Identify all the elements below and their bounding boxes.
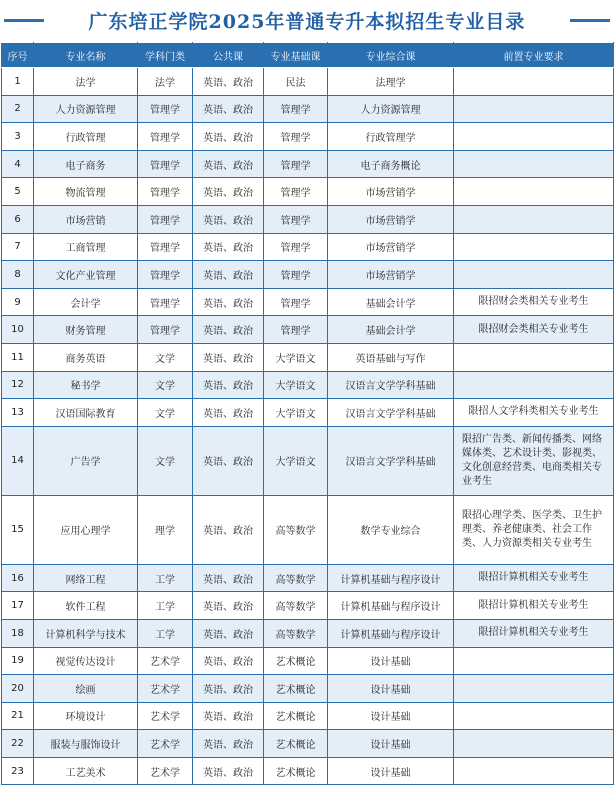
cell-major: 计算机科学与技术: [34, 619, 138, 647]
cell-category: 艺术学: [138, 675, 193, 703]
table-row: [2, 178, 614, 206]
cell-basic: 艺术概论: [264, 647, 328, 675]
cell-public: 英语、政治: [193, 730, 264, 758]
page-title: 广东培正学院2025年普通专升本拟招生专业目录: [88, 10, 526, 33]
cell-major: 汉语国际教育: [34, 399, 138, 427]
major-catalog-table: [1, 42, 614, 785]
cell-requirement: [454, 261, 614, 289]
cell-basic: 艺术概论: [264, 675, 328, 703]
cell-category: 管理学: [138, 288, 193, 316]
cell-comprehensive: 设计基础: [328, 757, 454, 785]
cell-requirement: 限招广告类、新闻传播类、网络媒体类、艺术设计类、影视类、文化创意经营类、电商类相关专业考生: [454, 426, 614, 495]
cell-requirement: 限招财会类相关专业考生: [454, 288, 614, 316]
cell-category: 文学: [138, 343, 193, 371]
table-row: [2, 95, 614, 123]
cell-public: 英语、政治: [193, 619, 264, 647]
cell-major: 广告学: [34, 426, 138, 495]
cell-comprehensive: 英语基础与写作: [328, 343, 454, 371]
cell-requirement: [454, 150, 614, 178]
cell-basic: 高等数学: [264, 592, 328, 620]
cell-requirement: [454, 730, 614, 758]
cell-public: 英语、政治: [193, 343, 264, 371]
cell-no: 10: [2, 316, 34, 344]
cell-public: 英语、政治: [193, 564, 264, 592]
cell-no: 1: [2, 68, 34, 96]
cell-basic: 管理学: [264, 150, 328, 178]
cell-major: 工商管理: [34, 233, 138, 261]
cell-major: 市场营销: [34, 205, 138, 233]
table-row: [2, 343, 614, 371]
cell-requirement: [454, 178, 614, 206]
cell-requirement: [454, 205, 614, 233]
cell-no: 2: [2, 95, 34, 123]
cell-major: 工艺美术: [34, 757, 138, 785]
cell-category: 管理学: [138, 261, 193, 289]
cell-comprehensive: 计算机基础与程序设计: [328, 592, 454, 620]
cell-category: 艺术学: [138, 647, 193, 675]
cell-category: 管理学: [138, 178, 193, 206]
cell-category: 文学: [138, 399, 193, 427]
table-row: [2, 647, 614, 675]
cell-no: 18: [2, 619, 34, 647]
header-comprehensive: 专业综合课: [328, 43, 454, 68]
cell-requirement: [454, 702, 614, 730]
cell-requirement: [454, 68, 614, 96]
cell-no: 13: [2, 399, 34, 427]
table-row: [2, 371, 614, 399]
cell-no: 12: [2, 371, 34, 399]
cell-public: 英语、政治: [193, 150, 264, 178]
cell-category: 工学: [138, 564, 193, 592]
header-no: 序号: [2, 43, 34, 68]
cell-public: 英语、政治: [193, 261, 264, 289]
cell-public: 英语、政治: [193, 288, 264, 316]
cell-comprehensive: 行政管理学: [328, 123, 454, 151]
cell-comprehensive: 法理学: [328, 68, 454, 96]
table-row: [2, 564, 614, 592]
table-row: [2, 150, 614, 178]
cell-comprehensive: 计算机基础与程序设计: [328, 564, 454, 592]
table-row: [2, 730, 614, 758]
cell-requirement: 限招计算机相关专业考生: [454, 564, 614, 592]
cell-public: 英语、政治: [193, 426, 264, 495]
cell-no: 19: [2, 647, 34, 675]
cell-requirement: [454, 757, 614, 785]
cell-category: 艺术学: [138, 757, 193, 785]
cell-major: 电子商务: [34, 150, 138, 178]
cell-major: 视觉传达设计: [34, 647, 138, 675]
cell-public: 英语、政治: [193, 592, 264, 620]
cell-comprehensive: 基础会计学: [328, 288, 454, 316]
cell-major: 服装与服饰设计: [34, 730, 138, 758]
title-decoration-right: [570, 19, 610, 22]
cell-basic: 管理学: [264, 261, 328, 289]
cell-no: 5: [2, 178, 34, 206]
cell-category: 管理学: [138, 233, 193, 261]
cell-requirement: 限招心理学类、医学类、卫生护理类、养老健康类、社会工作类、人力资源类相关专业考生: [454, 495, 614, 564]
cell-requirement: [454, 647, 614, 675]
cell-basic: 高等数学: [264, 564, 328, 592]
cell-comprehensive: 市场营销学: [328, 261, 454, 289]
cell-public: 英语、政治: [193, 178, 264, 206]
cell-requirement: 限招财会类相关专业考生: [454, 316, 614, 344]
cell-no: 16: [2, 564, 34, 592]
table-row: [2, 495, 614, 564]
cell-no: 23: [2, 757, 34, 785]
table-row: [2, 757, 614, 785]
title-bar: [0, 0, 614, 40]
cell-no: 22: [2, 730, 34, 758]
header-public: 公共课: [193, 43, 264, 68]
cell-no: 9: [2, 288, 34, 316]
table-row: [2, 426, 614, 495]
table-row: [2, 592, 614, 620]
cell-comprehensive: 市场营销学: [328, 178, 454, 206]
cell-public: 英语、政治: [193, 233, 264, 261]
cell-major: 财务管理: [34, 316, 138, 344]
cell-category: 管理学: [138, 95, 193, 123]
cell-major: 法学: [34, 68, 138, 96]
cell-requirement: [454, 95, 614, 123]
header-category: 学科门类: [138, 43, 193, 68]
cell-basic: 大学语文: [264, 343, 328, 371]
cell-comprehensive: 汉语言文学学科基础: [328, 399, 454, 427]
cell-public: 英语、政治: [193, 123, 264, 151]
table-row: [2, 123, 614, 151]
cell-basic: 管理学: [264, 288, 328, 316]
cell-no: 6: [2, 205, 34, 233]
cell-comprehensive: 计算机基础与程序设计: [328, 619, 454, 647]
table-row: [2, 205, 614, 233]
cell-requirement: [454, 371, 614, 399]
cell-comprehensive: 设计基础: [328, 702, 454, 730]
cell-public: 英语、政治: [193, 702, 264, 730]
cell-major: 人力资源管理: [34, 95, 138, 123]
cell-public: 英语、政治: [193, 371, 264, 399]
cell-no: 14: [2, 426, 34, 495]
cell-major: 秘书学: [34, 371, 138, 399]
cell-category: 管理学: [138, 316, 193, 344]
cell-public: 英语、政治: [193, 647, 264, 675]
cell-category: 文学: [138, 371, 193, 399]
cell-requirement: [454, 675, 614, 703]
cell-requirement: 限招人文学科类相关专业考生: [454, 399, 614, 427]
cell-requirement: 限招计算机相关专业考生: [454, 619, 614, 647]
cell-requirement: [454, 123, 614, 151]
title-decoration-left: [4, 19, 44, 22]
header-requirement: 前置专业要求: [454, 43, 614, 68]
cell-basic: 管理学: [264, 123, 328, 151]
cell-public: 英语、政治: [193, 68, 264, 96]
cell-category: 理学: [138, 495, 193, 564]
cell-basic: 管理学: [264, 178, 328, 206]
cell-public: 英语、政治: [193, 316, 264, 344]
cell-comprehensive: 市场营销学: [328, 233, 454, 261]
cell-requirement: [454, 343, 614, 371]
cell-category: 管理学: [138, 123, 193, 151]
cell-category: 工学: [138, 619, 193, 647]
cell-basic: 艺术概论: [264, 757, 328, 785]
cell-major: 环境设计: [34, 702, 138, 730]
cell-major: 软件工程: [34, 592, 138, 620]
cell-category: 艺术学: [138, 730, 193, 758]
cell-public: 英语、政治: [193, 399, 264, 427]
cell-major: 物流管理: [34, 178, 138, 206]
cell-category: 管理学: [138, 150, 193, 178]
cell-comprehensive: 设计基础: [328, 675, 454, 703]
cell-no: 8: [2, 261, 34, 289]
cell-no: 15: [2, 495, 34, 564]
cell-no: 17: [2, 592, 34, 620]
cell-basic: 管理学: [264, 205, 328, 233]
cell-basic: 大学语文: [264, 399, 328, 427]
cell-basic: 管理学: [264, 95, 328, 123]
cell-no: 11: [2, 343, 34, 371]
header-basic: 专业基础课: [264, 43, 328, 68]
cell-public: 英语、政治: [193, 495, 264, 564]
cell-requirement: [454, 233, 614, 261]
cell-basic: 大学语文: [264, 426, 328, 495]
cell-basic: 高等数学: [264, 495, 328, 564]
table-row: [2, 288, 614, 316]
cell-major: 行政管理: [34, 123, 138, 151]
cell-basic: 民法: [264, 68, 328, 96]
table-row: [2, 702, 614, 730]
cell-no: 20: [2, 675, 34, 703]
cell-basic: 艺术概论: [264, 702, 328, 730]
cell-category: 管理学: [138, 205, 193, 233]
cell-comprehensive: 基础会计学: [328, 316, 454, 344]
table-row: [2, 399, 614, 427]
cell-public: 英语、政治: [193, 95, 264, 123]
cell-basic: 高等数学: [264, 619, 328, 647]
cell-comprehensive: 数学专业综合: [328, 495, 454, 564]
cell-comprehensive: 市场营销学: [328, 205, 454, 233]
table-row: [2, 316, 614, 344]
cell-major: 文化产业管理: [34, 261, 138, 289]
cell-major: 商务英语: [34, 343, 138, 371]
table-row: [2, 261, 614, 289]
cell-category: 文学: [138, 426, 193, 495]
table-row: [2, 675, 614, 703]
cell-comprehensive: 电子商务概论: [328, 150, 454, 178]
cell-public: 英语、政治: [193, 757, 264, 785]
cell-major: 会计学: [34, 288, 138, 316]
cell-category: 艺术学: [138, 702, 193, 730]
cell-major: 绘画: [34, 675, 138, 703]
cell-requirement: 限招计算机相关专业考生: [454, 592, 614, 620]
cell-basic: 管理学: [264, 233, 328, 261]
cell-comprehensive: 汉语言文学学科基础: [328, 426, 454, 495]
cell-category: 法学: [138, 68, 193, 96]
table-body: [2, 68, 614, 785]
cell-comprehensive: 人力资源管理: [328, 95, 454, 123]
table-row: [2, 619, 614, 647]
cell-no: 4: [2, 150, 34, 178]
cell-basic: 大学语文: [264, 371, 328, 399]
header-major: 专业名称: [34, 43, 138, 68]
cell-basic: 管理学: [264, 316, 328, 344]
table-header-row: [2, 43, 614, 68]
table-row: [2, 68, 614, 96]
cell-public: 英语、政治: [193, 205, 264, 233]
table-row: [2, 233, 614, 261]
cell-comprehensive: 设计基础: [328, 647, 454, 675]
cell-comprehensive: 设计基础: [328, 730, 454, 758]
cell-no: 21: [2, 702, 34, 730]
cell-major: 网络工程: [34, 564, 138, 592]
cell-category: 工学: [138, 592, 193, 620]
cell-no: 7: [2, 233, 34, 261]
cell-no: 3: [2, 123, 34, 151]
cell-public: 英语、政治: [193, 675, 264, 703]
cell-comprehensive: 汉语言文学学科基础: [328, 371, 454, 399]
cell-major: 应用心理学: [34, 495, 138, 564]
cell-basic: 艺术概论: [264, 730, 328, 758]
